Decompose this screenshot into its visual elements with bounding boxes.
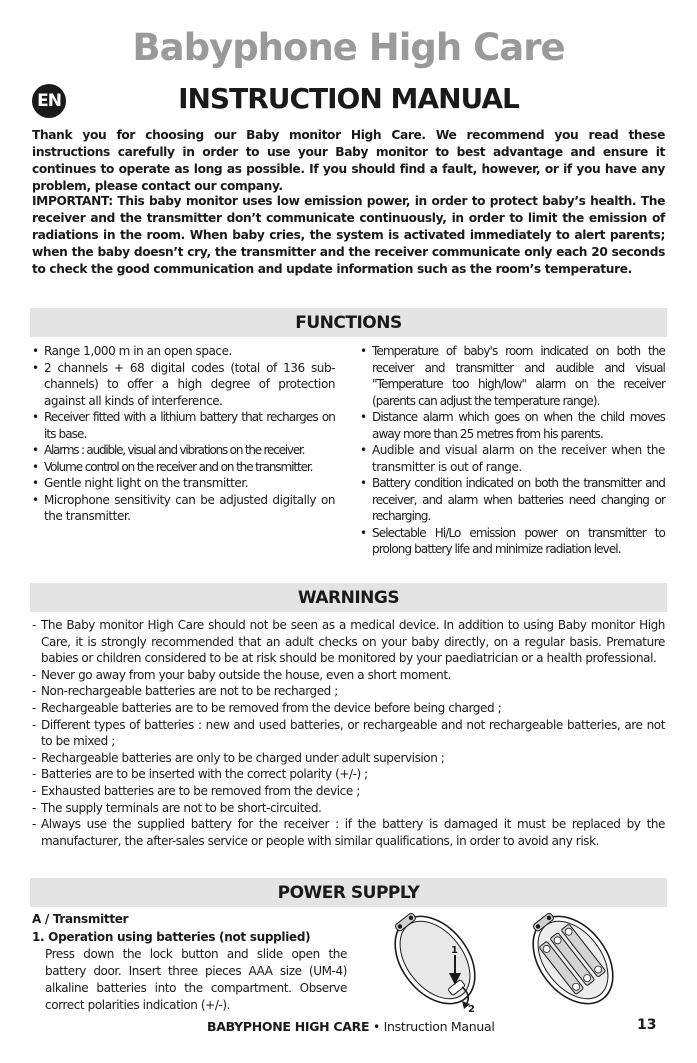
intro-thanks: Thank you for choosing our Baby monitor High Care. We recommend you read these instructions carefully in order to use your Baby monitor to best advantage and ensure it continues to operate as long as possible. If you should find a fault, however, or if you have any problem, please contact our company.: [32, 128, 665, 193]
list-item: - The supply terminals are not to be short-circuited.: [32, 800, 665, 817]
list-item: • Receiver fitted with a lithium battery that recharges on its base.: [32, 409, 335, 442]
list-item: • Alarms : audible, visual and vibrations on the receiver.: [32, 442, 335, 459]
page-number: 13: [637, 1017, 657, 1033]
step-1-label: 1: [451, 945, 458, 956]
power-supply-heading: POWER SUPPLY: [30, 878, 667, 907]
list-item: • Range 1,000 m in an open space.: [32, 343, 335, 360]
list-item: • Gentle night light on the transmitter.: [32, 475, 335, 492]
subheading-battery-operation: 1. Operation using batteries (not supplied): [32, 930, 311, 944]
transmitter-back-illustration: [380, 905, 490, 1015]
footer-product: BABYPHONE HIGH CARE: [207, 1019, 370, 1034]
list-item: • Temperature of baby's room indicated on both the receiver and transmitter and audible and visual "Temperature too high/low" alarm on the receiver (parents can adjust the temperature range).: [360, 343, 665, 409]
functions-left-list: [32, 343, 335, 525]
list-item: - Never go away from your baby outside the house, even a short moment.: [32, 667, 665, 684]
list-item: - Exhausted batteries are to be removed from the device ;: [32, 783, 665, 800]
list-item: • Microphone sensitivity can be adjusted digitally on the transmitter.: [32, 492, 335, 525]
subheading-transmitter: A / Transmitter: [32, 912, 129, 926]
manual-title: INSTRUCTION MANUAL: [178, 82, 519, 115]
product-title: Babyphone High Care: [132, 26, 565, 69]
list-item: - Different types of batteries : new and used batteries, or rechargeable and not rechargeable batteries, are not to be mixed ;: [32, 717, 665, 750]
battery-compartment-illustration: [518, 905, 628, 1015]
intro-important: IMPORTANT: This baby monitor uses low emission power, in order to protect baby’s health. The receiver and the transmitter don’t communicate continuously, in order to limit the emission of radiations in the room. When baby cries, the system is activated immediately to alert parents; when the baby doesn’t cry, the transmitter and the receiver communicate only each 20 seconds to check the good communication and update information such as the room’s temperature.: [32, 194, 665, 276]
list-item: - The Baby monitor High Care should not be seen as a medical device. In addition to using Baby monitor High Care, it is strongly recommended that an adult checks on your baby directly, on a regular basis. Premature babies or children considered to be at risk should be monitored by your paediatrician or a health professional.: [32, 617, 665, 667]
list-item: • 2 channels + 68 digital codes (total of 136 sub-channels) to offer a high degree of protection against all kinds of interference.: [32, 360, 335, 410]
list-item: - Batteries are to be inserted with the correct polarity (+/-) ;: [32, 766, 665, 783]
battery-instructions: Press down the lock button and slide open the battery door. Insert three pieces AAA size (UM-4) alkaline batteries into the compartment. Observe correct polarities indication (+/-).: [45, 947, 347, 1012]
list-item: • Volume control on the receiver and on the transmitter.: [32, 459, 335, 476]
footer-separator: •: [369, 1019, 384, 1034]
functions-right-list: [360, 343, 665, 558]
list-item: - Non-rechargeable batteries are not to be recharged ;: [32, 683, 665, 700]
list-item: - Rechargeable batteries are to be removed from the device before being charged ;: [32, 700, 665, 717]
footer-manual-label: Instruction Manual: [383, 1019, 495, 1034]
list-item: • Distance alarm which goes on when the child moves away more than 25 metres from his parents.: [360, 409, 665, 442]
language-badge: EN: [32, 84, 66, 118]
functions-heading: FUNCTIONS: [30, 308, 667, 337]
list-item: - Rechargeable batteries are only to be charged under adult supervision ;: [32, 750, 665, 767]
list-item: - Always use the supplied battery for the receiver : if the battery is damaged it must be replaced by the manufacturer, the after-sales service or people with similar qualifications, in order to avoid any risk.: [32, 816, 665, 849]
list-item: • Audible and visual alarm on the receiver when the transmitter is out of range.: [360, 442, 665, 475]
list-item: • Selectable Hi/Lo emission power on transmitter to prolong battery life and minimize radiation level.: [360, 525, 665, 558]
step-2-label: 2: [468, 1004, 475, 1015]
list-item: • Battery condition indicated on both the transmitter and receiver, and alarm when batteries need changing or recharging.: [360, 475, 665, 525]
warnings-heading: WARNINGS: [30, 583, 667, 612]
footer-label: [207, 1019, 495, 1034]
warnings-list: [32, 617, 665, 849]
